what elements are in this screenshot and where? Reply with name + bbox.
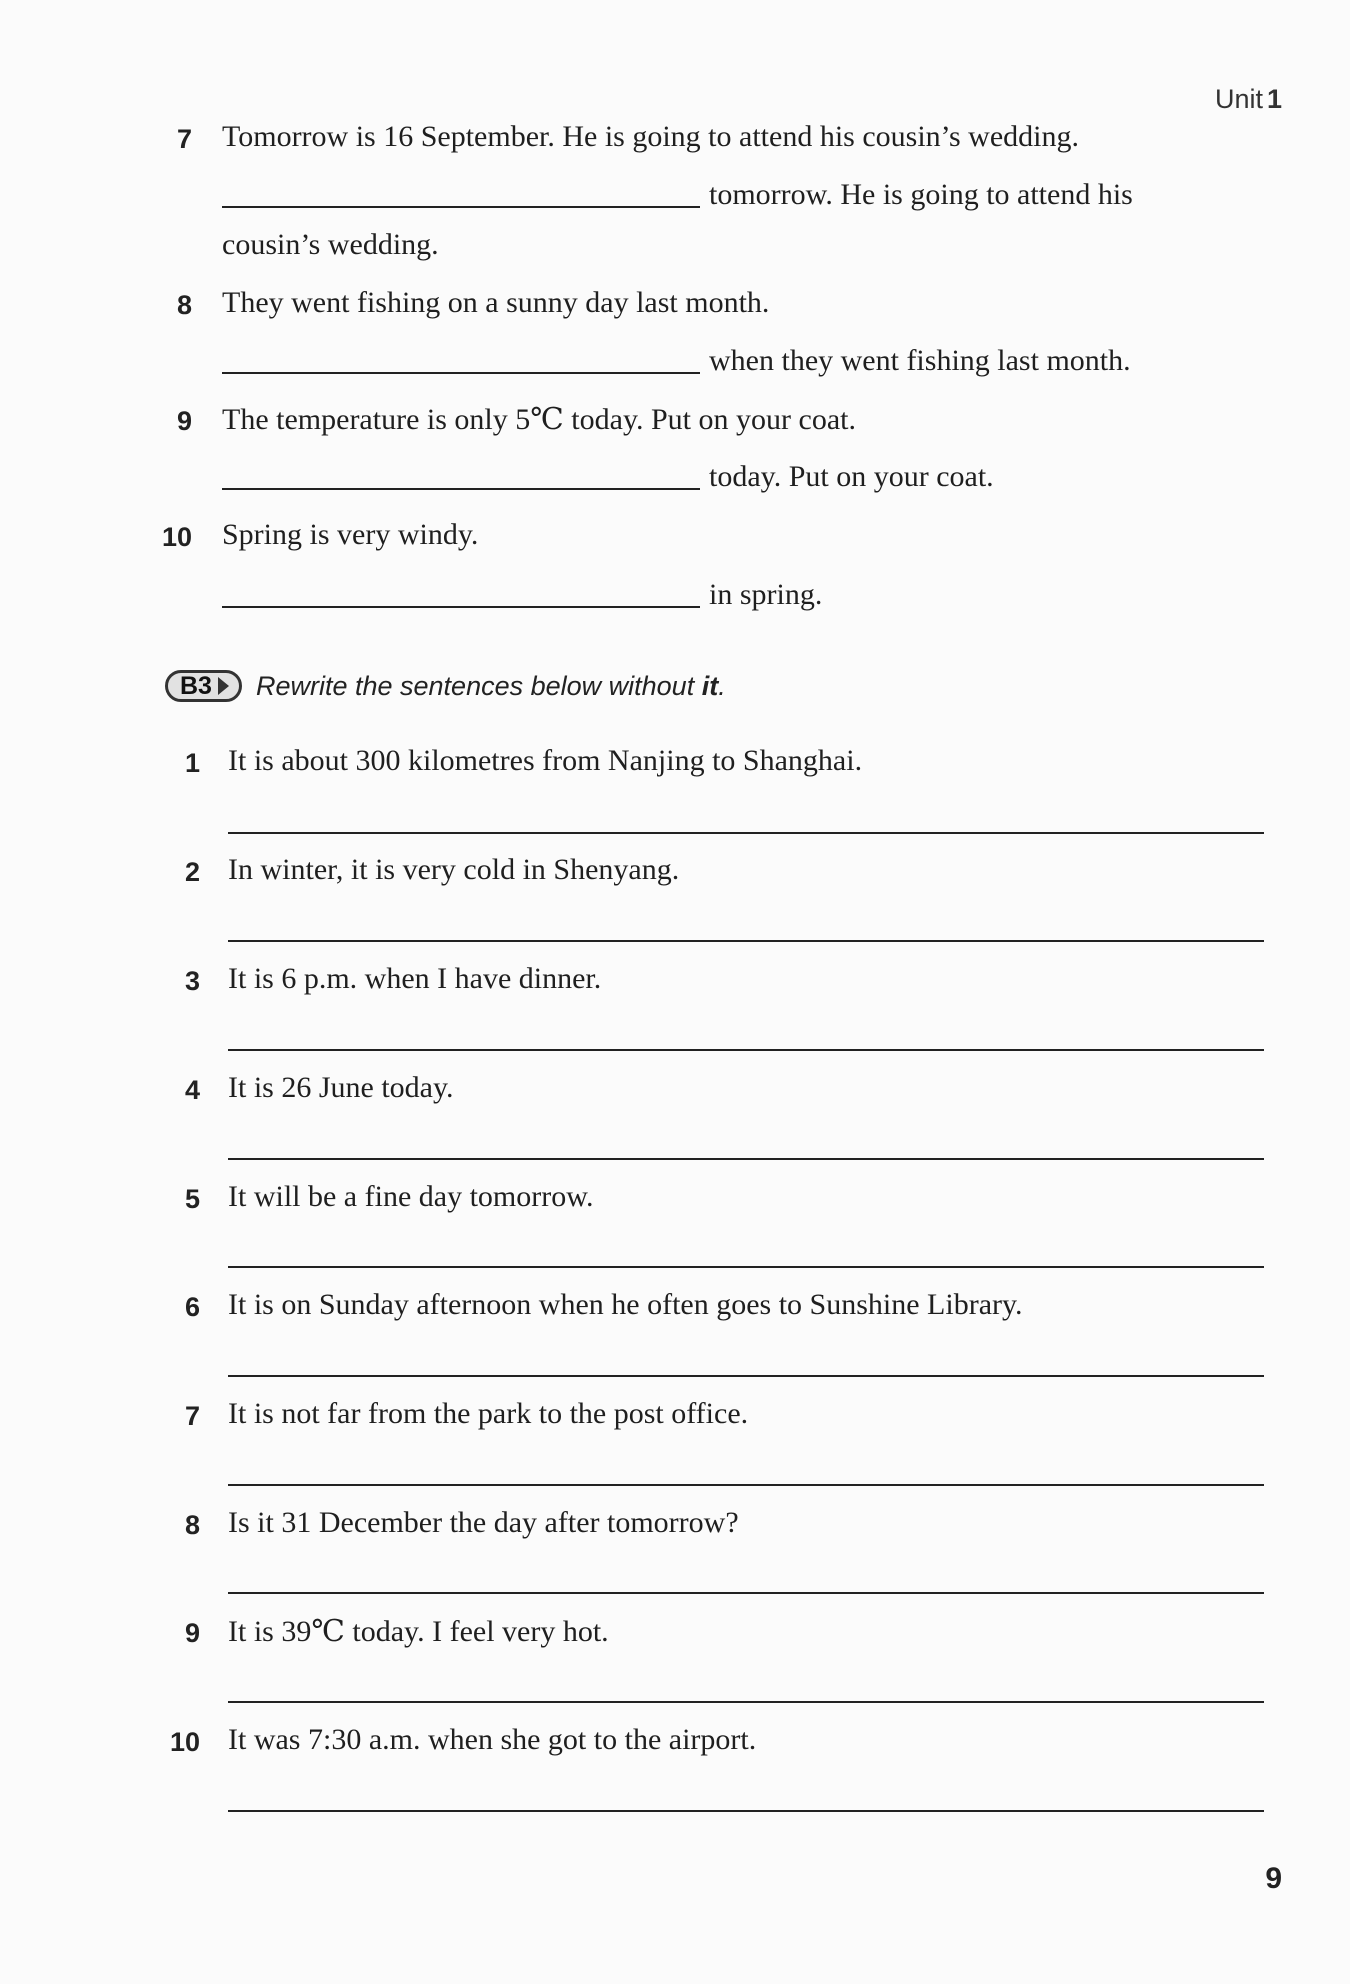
question-sentence: It is 39℃ today. I feel very hot. [228, 1615, 609, 1648]
question-number: 9 [176, 406, 192, 436]
answer-tail: today. Put on your coat. [709, 460, 994, 493]
answer-line[interactable] [228, 940, 1264, 942]
question-sentence: It will be a fine day tomorrow. [228, 1180, 594, 1213]
answer-tail: when they went fishing last month. [709, 344, 1131, 377]
answer-tail-continued: cousin’s wedding. [222, 228, 439, 261]
answer-line[interactable] [228, 1701, 1264, 1703]
question-prompt: Tomorrow is 16 September. He is going to attend his cousin’s wedding. [222, 120, 1079, 153]
question-number: 10 [169, 1727, 200, 1757]
section-badge-label: B3 [180, 671, 212, 700]
instruction-keyword: it [701, 670, 719, 701]
answer-blank[interactable] [222, 372, 700, 374]
answer-line[interactable] [228, 1158, 1264, 1160]
question-number: 7 [184, 1401, 200, 1431]
question-sentence: Is it 31 December the day after tomorrow? [228, 1506, 739, 1539]
question-number: 4 [184, 1075, 200, 1105]
unit-number: 1 [1266, 84, 1282, 114]
question-sentence: It was 7:30 a.m. when she got to the airport. [228, 1723, 757, 1756]
answer-line[interactable] [228, 1266, 1264, 1268]
answer-line[interactable] [228, 1592, 1264, 1594]
answer-line[interactable] [228, 1810, 1264, 1812]
question-prompt: The temperature is only 5℃ today. Put on your coat. [222, 403, 856, 436]
question-number: 5 [184, 1184, 200, 1214]
answer-line[interactable] [228, 832, 1264, 834]
answer-blank[interactable] [222, 606, 700, 608]
question-number: 10 [161, 522, 192, 552]
answer-blank[interactable] [222, 488, 700, 490]
question-number: 6 [184, 1292, 200, 1322]
question-number: 7 [176, 124, 192, 154]
section-b3-header [165, 668, 726, 704]
section-instruction [256, 671, 726, 702]
question-number: 8 [176, 290, 192, 320]
instruction-suffix: . [718, 670, 726, 701]
question-sentence: In winter, it is very cold in Shenyang. [228, 853, 680, 886]
answer-line[interactable] [228, 1049, 1264, 1051]
question-number: 1 [184, 748, 200, 778]
question-number: 9 [184, 1618, 200, 1648]
unit-header [1215, 84, 1282, 115]
answer-tail: in spring. [709, 578, 823, 611]
question-sentence: It is on Sunday afternoon when he often goes to Sunshine Library. [228, 1288, 1023, 1321]
question-sentence: It is 26 June today. [228, 1071, 454, 1104]
question-prompt: Spring is very windy. [222, 518, 479, 551]
answer-blank[interactable] [222, 206, 700, 208]
question-number: 3 [184, 966, 200, 996]
question-prompt: They went fishing on a sunny day last month. [222, 286, 770, 319]
answer-line[interactable] [228, 1375, 1264, 1377]
question-sentence: It is 6 p.m. when I have dinner. [228, 962, 602, 995]
question-number: 2 [184, 857, 200, 887]
instruction-prefix: Rewrite the sentences below without [255, 670, 702, 701]
answer-line[interactable] [228, 1484, 1264, 1486]
question-sentence: It is not far from the park to the post office. [228, 1397, 749, 1430]
section-badge [165, 670, 242, 702]
play-icon [218, 677, 229, 695]
question-number: 8 [184, 1510, 200, 1540]
unit-label: Unit [1214, 84, 1263, 114]
answer-tail: tomorrow. He is going to attend his [709, 178, 1133, 211]
page-number: 9 [1265, 1862, 1282, 1895]
question-sentence: It is about 300 kilometres from Nanjing to Shanghai. [228, 744, 863, 777]
